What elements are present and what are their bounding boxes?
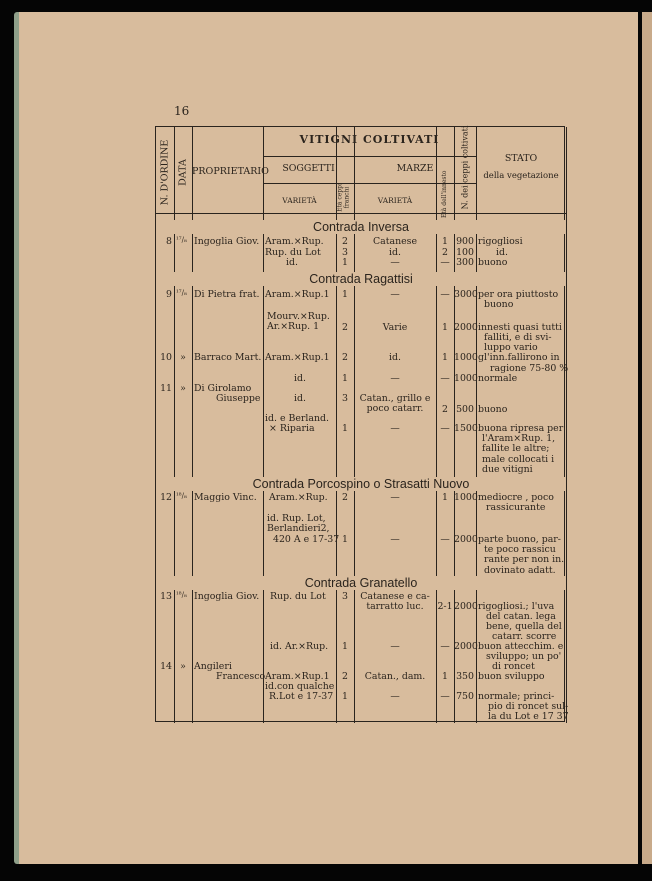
rule: [263, 127, 264, 723]
section-title: Contrada Ragattisi: [156, 272, 566, 286]
row-stato: id.: [496, 247, 508, 258]
row-date: »: [180, 383, 186, 394]
row-stato: normale; princi-: [478, 691, 555, 702]
row-ceppi: 2000: [454, 601, 478, 612]
row-stato: catarr. scorre: [492, 631, 557, 642]
row-stato: fallite le altre;: [482, 443, 550, 454]
row-owner: Barraco Mart.: [194, 352, 262, 363]
row-ceppi: 2000: [454, 322, 478, 333]
row-innesto: —: [440, 289, 450, 300]
row-marze: Catan., grillo e: [359, 393, 431, 404]
row-stato: normale: [478, 373, 518, 384]
row-owner: Ingoglia Giov.: [194, 236, 260, 247]
rule: [174, 127, 175, 723]
row-marze: —: [390, 289, 400, 300]
row-ceppi: 300: [456, 257, 474, 268]
row-soggetto: id.: [294, 393, 306, 404]
row-marze: Catanese: [372, 236, 418, 247]
header-n-ordine: N. D'ORDINE: [159, 139, 171, 206]
row-innesto: —: [440, 641, 450, 652]
row-date: »: [180, 352, 186, 363]
row-marze: id.: [389, 352, 401, 363]
row-date: ¹⁸/₈: [176, 492, 187, 500]
section-title: Contrada Granatello: [156, 576, 566, 590]
row-soggetto: Aram.×Rup.1: [265, 289, 330, 300]
row-stato: sviluppo; un po': [486, 651, 562, 662]
row-stato: parte buono, par-: [478, 534, 561, 545]
row-innesto: —: [440, 423, 450, 434]
row-date: ¹⁷/₈: [176, 236, 187, 244]
row-innesto: 1: [442, 352, 448, 363]
row-number: 9: [166, 289, 172, 300]
row-eta: 2: [342, 352, 348, 363]
rule: [263, 156, 476, 157]
row-stato: buon sviluppo: [478, 671, 545, 682]
header-stato-sub: della vegetazione: [483, 171, 559, 181]
row-innesto: 2-1: [437, 601, 453, 612]
row-stato: rante per non in.: [484, 554, 565, 565]
row-soggetto: id. e Berland.: [265, 413, 330, 424]
row-eta: 1: [342, 289, 348, 300]
row-innesto: —: [440, 534, 450, 545]
header-data: DATA: [177, 159, 189, 186]
rule: [566, 127, 567, 723]
row-marze: —: [390, 641, 400, 652]
row-eta: 2: [342, 671, 348, 682]
row-eta: 2: [342, 492, 348, 503]
header-varieta-soggetti: VARIETÀ: [282, 196, 317, 205]
row-soggetto: × Riparia: [269, 423, 315, 434]
row-soggetto: id. Rup. Lot,: [267, 513, 326, 524]
row-stato: gl'inn.fallirono in: [478, 352, 560, 363]
row-marze: —: [390, 534, 400, 545]
row-ceppi: 750: [456, 691, 474, 702]
row-date: »: [180, 661, 186, 672]
row-soggetto: Rup. du Lot: [265, 247, 321, 258]
row-soggetto: 420 A e 17-37: [273, 534, 340, 545]
row-eta: 1: [342, 423, 348, 434]
row-soggetto: Berlandieri2,: [267, 523, 330, 534]
row-marze: tarratto luc.: [366, 601, 424, 612]
row-ceppi: 3000: [454, 289, 478, 300]
row-marze: Catanese e ca-: [360, 591, 430, 602]
row-stato: rigogliosi: [478, 236, 523, 247]
row-soggetto: id.: [286, 257, 298, 268]
row-marze: —: [390, 423, 400, 434]
row-eta: 1: [342, 257, 348, 268]
row-number: 8: [166, 236, 172, 247]
row-stato: rassicurante: [486, 502, 546, 513]
row-ceppi: 2000: [454, 641, 478, 652]
row-ceppi: 2000: [454, 534, 478, 545]
row-stato: rigogliosi.; l'uva: [478, 601, 555, 612]
row-innesto: 1: [442, 236, 448, 247]
row-soggetto: id. Ar.×Rup.: [270, 641, 329, 652]
row-owner: Di Girolamo: [194, 383, 252, 394]
row-stato: bene, quella del: [486, 621, 562, 632]
section-title: Contrada Porcospino o Strasatti Nuovo: [156, 477, 566, 491]
row-eta: 3: [342, 393, 348, 404]
row-stato: di roncet: [492, 661, 535, 672]
rule: [192, 127, 193, 723]
row-stato: luppo vario: [484, 342, 538, 353]
row-marze: id.: [389, 247, 401, 258]
row-ceppi: 1000: [454, 373, 478, 384]
row-stato: buono: [478, 404, 508, 415]
row-owner: Di Pietra frat.: [194, 289, 260, 300]
row-ceppi: 100: [456, 247, 474, 258]
row-stato: pio di roncet sul-: [488, 701, 569, 712]
row-owner: Maggio Vinc.: [194, 492, 257, 503]
row-date: ¹⁸/₈: [176, 591, 187, 599]
row-marze: Varie: [382, 322, 408, 333]
ledger-table: [155, 125, 569, 722]
row-number: 11: [160, 383, 172, 394]
header-soggetti: SOGGETTI: [282, 163, 335, 174]
row-marze: Catan., dam.: [364, 671, 426, 682]
row-stato: falliti, e di svi-: [484, 332, 552, 343]
row-ceppi: 500: [456, 404, 474, 415]
page-number: 16: [174, 104, 190, 118]
row-ceppi: 1000: [454, 492, 478, 503]
row-innesto: 1: [442, 322, 448, 333]
header-n-ceppi: N. dei ceppi coltivati: [460, 125, 470, 210]
row-innesto: —: [440, 691, 450, 702]
row-soggetto: R.Lot e 17-37: [269, 691, 334, 702]
row-stato: buono: [484, 299, 514, 310]
row-eta: 2: [342, 236, 348, 247]
row-innesto: —: [440, 373, 450, 384]
header-eta-innesto: Età dell'innesto: [440, 170, 448, 218]
row-stato: l'Aram×Rup. 1,: [482, 433, 556, 444]
row-owner: Angileri: [194, 661, 232, 672]
row-stato: male collocati i: [482, 454, 555, 465]
row-ceppi: 350: [456, 671, 474, 682]
row-stato: del catan. lega: [486, 611, 556, 622]
row-marze: —: [390, 257, 400, 268]
row-soggetto: Mourv.×Rup.: [267, 311, 330, 322]
rule: [156, 213, 566, 214]
row-soggetto: id.: [294, 373, 306, 384]
row-ceppi: 900: [456, 236, 474, 247]
row-eta: 1: [342, 691, 348, 702]
row-stato: per ora piuttosto: [478, 289, 559, 300]
header-marze: MARZE: [396, 163, 434, 174]
row-stato: buon attecchim. e: [478, 641, 564, 652]
header-stato: STATO: [504, 153, 538, 164]
row-innesto: —: [440, 257, 450, 268]
row-marze: —: [390, 691, 400, 702]
row-number: 10: [160, 352, 172, 363]
row-stato: buona ripresa per: [478, 423, 564, 434]
row-stato: dovinato adatt.: [484, 565, 556, 576]
row-marze: poco catarr.: [366, 403, 424, 414]
row-stato: ragione 75-80 %: [490, 363, 569, 374]
row-eta: 2: [342, 322, 348, 333]
row-owner: Giuseppe: [216, 393, 261, 404]
row-ceppi: 1500: [454, 423, 478, 434]
row-number: 12: [160, 492, 172, 503]
header-varieta-marze: VARIETÀ: [377, 196, 413, 205]
row-soggetto: Aram.×Rup.: [269, 492, 328, 503]
row-stato: due vitigni: [482, 464, 533, 475]
row-innesto: 1: [442, 492, 448, 503]
row-owner: Francesco: [216, 671, 266, 682]
row-owner: Ingoglia Giov.: [194, 591, 260, 602]
row-stato: te poco rassicu: [484, 544, 556, 555]
row-soggetto: id.con qualche: [265, 681, 335, 692]
row-number: 14: [160, 661, 172, 672]
row-stato: buono: [478, 257, 508, 268]
row-ceppi: 1000: [454, 352, 478, 363]
row-eta: 3: [342, 247, 348, 258]
row-soggetto: Aram.×Rup.1: [265, 352, 330, 363]
row-soggetto: Rup. du Lot: [270, 591, 326, 602]
row-stato: la du Lot e 17 37: [488, 711, 569, 722]
row-soggetto: Ar.×Rup. 1: [267, 321, 320, 332]
row-soggetto: Aram.×Rup.: [265, 236, 324, 247]
row-marze: —: [390, 373, 400, 384]
row-innesto: 2: [442, 247, 448, 258]
header-vitigni: VITIGNI COLTIVATI: [299, 133, 440, 146]
row-soggetto: Aram.×Rup.1: [265, 671, 330, 682]
row-eta: 1: [342, 534, 348, 545]
row-stato: innesti quasi tutti: [478, 322, 562, 333]
row-number: 13: [160, 591, 172, 602]
row-marze: —: [390, 492, 400, 503]
row-innesto: 2: [442, 404, 448, 415]
row-eta: 1: [342, 641, 348, 652]
row-stato: mediocre , poco: [478, 492, 554, 503]
row-eta: 1: [342, 373, 348, 384]
row-eta: 3: [342, 591, 348, 602]
section-title: Contrada Inversa: [156, 220, 566, 234]
header-eta-ceppi: Età ceppi franchi: [336, 183, 350, 212]
next-page-edge: [642, 12, 652, 864]
header-proprietario: PROPRIETARIO: [192, 166, 269, 177]
row-date: ¹⁷/₈: [176, 289, 187, 297]
row-innesto: 1: [442, 671, 448, 682]
